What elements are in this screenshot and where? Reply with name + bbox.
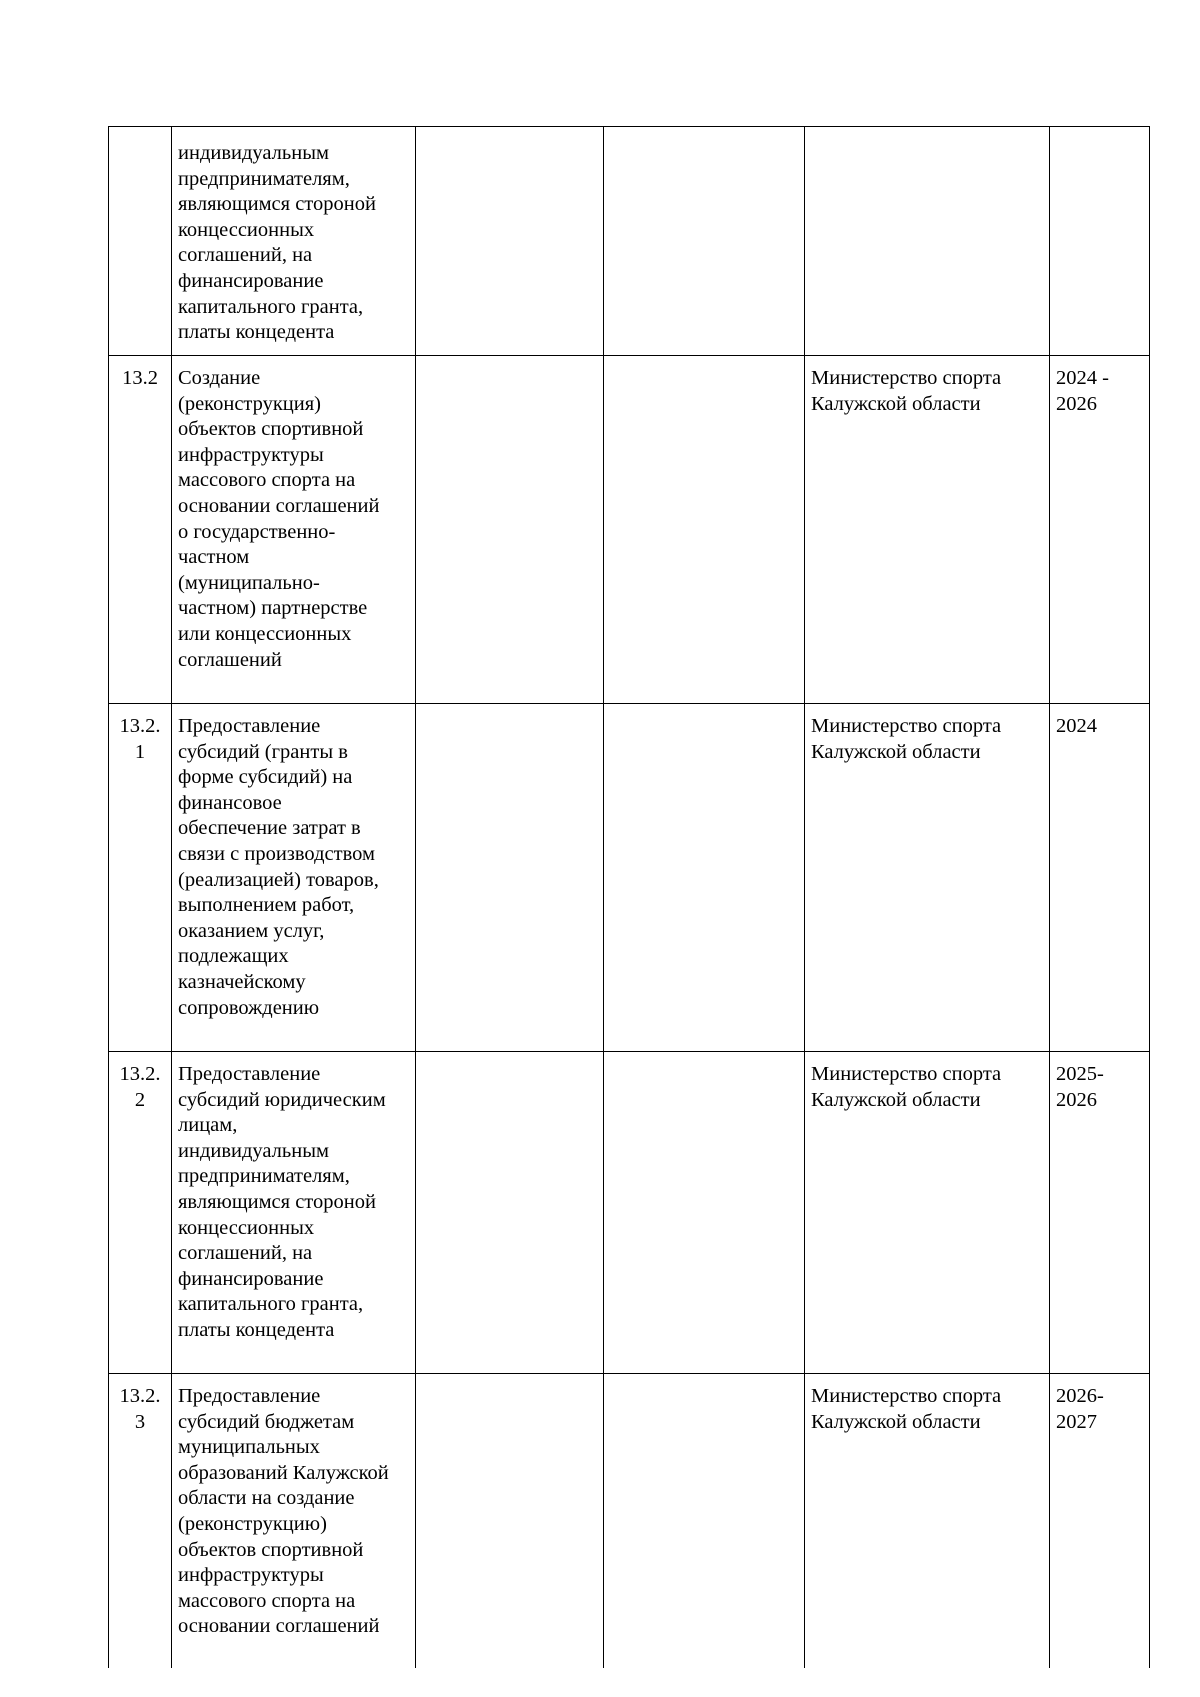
column-b-cell [604,1374,805,1669]
term-cell [1050,704,1150,1052]
item-number-cell [109,704,172,1052]
table-row [109,704,1150,1052]
measure-name: Предоставление субсидий юридическим лицам, индивидуальным предпринимателям, являющимся стороной концессионных соглашений, на финансирование капитального гранта, платы концедента [178,1063,386,1341]
executor-cell [805,1052,1050,1374]
item-number-cell [109,127,172,356]
term-cell [1050,1374,1150,1669]
term-cell [1050,127,1150,356]
measure-name: индивидуальным предпринимателям, являющимся стороной концессионных соглашений, на финансирование капитального гранта, платы концедента [178,142,376,344]
term: 2026- 2027 [1056,1385,1104,1433]
table-row [109,1374,1150,1669]
executor: Министерство спорта Калужской области [811,1385,1002,1433]
term: 2024 - 2026 [1056,367,1109,415]
item-number-cell [109,1374,172,1669]
measure-name-cell [172,1374,416,1669]
column-b-cell [604,356,805,704]
column-b-cell [604,127,805,356]
table-row [109,356,1150,704]
executor: Министерство спорта Калужской области [811,715,1002,763]
executor-cell [805,356,1050,704]
executor: Министерство спорта Калужской области [811,1063,1002,1111]
term: 2025- 2026 [1056,1063,1104,1111]
column-a-cell [416,127,604,356]
measure-name: Предоставление субсидий (гранты в форме субсидий) на финансовое обеспечение затрат в связи с производством (реализацией) товаров, выполнением работ, оказанием услуг, подлежащих казначейскому сопровождению [178,715,379,1019]
column-a-cell [416,356,604,704]
executor: Министерство спорта Калужской области [811,367,1002,415]
measure-name: Предоставление субсидий бюджетам муниципальных образований Калужской области на создание (реконструкцию) объектов спортивной инфраструктуры массового спорта на основании соглашений [178,1385,389,1638]
column-b-cell [604,704,805,1052]
executor-cell [805,1374,1050,1669]
measure-name-cell [172,704,416,1052]
item-number-cell [109,1052,172,1374]
measures-table-body [109,127,1150,1669]
item-number: 13.2. 2 [119,1063,161,1111]
column-b-cell [604,1052,805,1374]
measure-name-cell [172,1052,416,1374]
measure-name-cell [172,356,416,704]
measure-name-cell [172,127,416,356]
measures-table [108,126,1150,1668]
column-a-cell [416,1052,604,1374]
measure-name: Создание (реконструкция) объектов спортивной инфраструктуры массового спорта на основании соглашений о государственно- частном (муниципально- частном) партнерстве или концессионных соглашений [178,367,380,671]
term-cell [1050,356,1150,704]
executor-cell [805,704,1050,1052]
table-row [109,127,1150,356]
item-number: 13.2 [122,367,158,389]
term: 2024 [1056,715,1097,737]
item-number: 13.2. 1 [119,715,161,763]
table-row [109,1052,1150,1374]
column-a-cell [416,1374,604,1669]
column-a-cell [416,704,604,1052]
term-cell [1050,1052,1150,1374]
item-number: 13.2. 3 [119,1385,161,1433]
executor-cell [805,127,1050,356]
item-number-cell [109,356,172,704]
